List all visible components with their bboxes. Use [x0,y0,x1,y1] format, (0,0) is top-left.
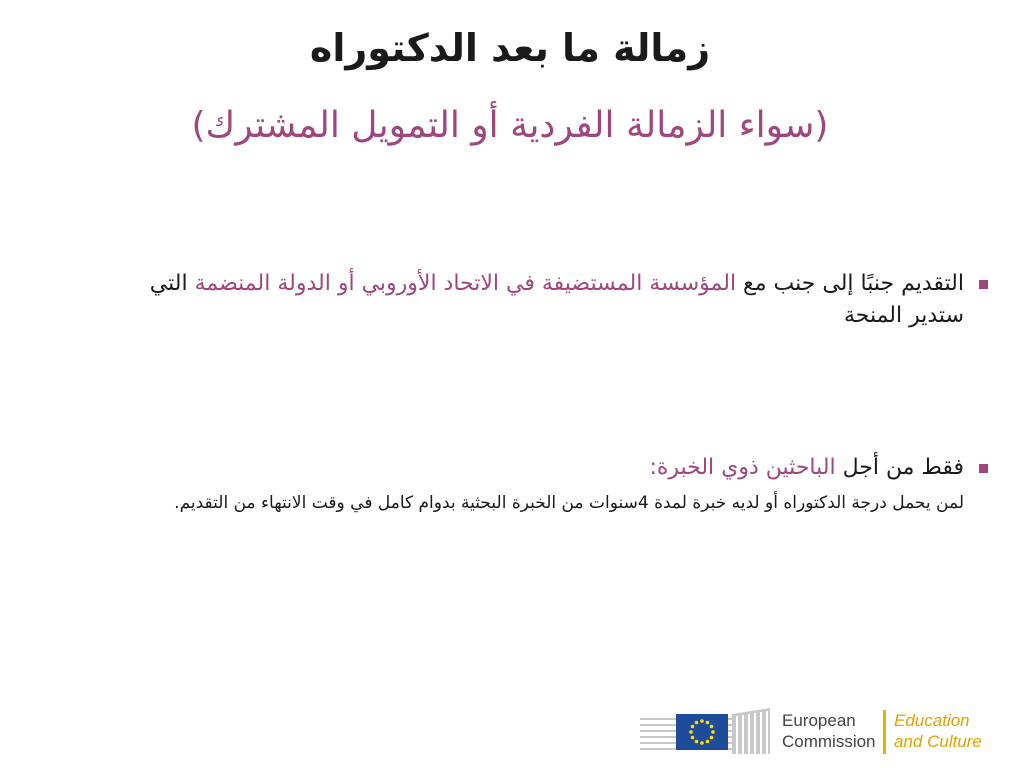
square-bullet-icon [979,464,988,473]
bullet-1-text-c: التي ستدير المنحة [149,271,964,328]
bullet-2-detail: لمن يحمل درجة الدكتوراه أو لديه خبرة لمدة 4سنوات من الخبرة البحثية بدوام كامل في وقت الانتهاء من التقديم. [174,493,964,513]
bullet-1-accent-b: أو الدولة المنضمة [194,271,355,296]
bullet-item-1 [104,268,964,332]
slide-subtitle: (سواء الزمالة الفردية أو التمويل المشترك) [191,105,829,146]
bullet-2-text-a: فقط من أجل [835,455,964,480]
dg-wordmark [894,710,1004,752]
bullet-1-accent-a: المؤسسة المستضيفة في الاتحاد الأوروبي [361,271,737,296]
bullet-1-text-a: التقديم جنبًا إلى جنب مع [736,271,964,296]
dg-line-1: Education [894,711,970,730]
bullet-2-accent-a: الباحثين ذوي الخبرة: [649,455,836,480]
bullet-1-text-b [355,271,362,296]
ec-line-2: Commission [782,732,876,751]
footer-divider [883,710,886,754]
square-bullet-icon [979,280,988,289]
dg-line-2: and Culture [894,732,982,751]
ec-line-1: European [782,711,856,730]
slide-title: زمالة ما بعد الدكتوراه [309,26,711,70]
bullet-item-2 [104,452,964,516]
footer-branding [640,708,1000,758]
eu-flag-icon [676,714,728,750]
